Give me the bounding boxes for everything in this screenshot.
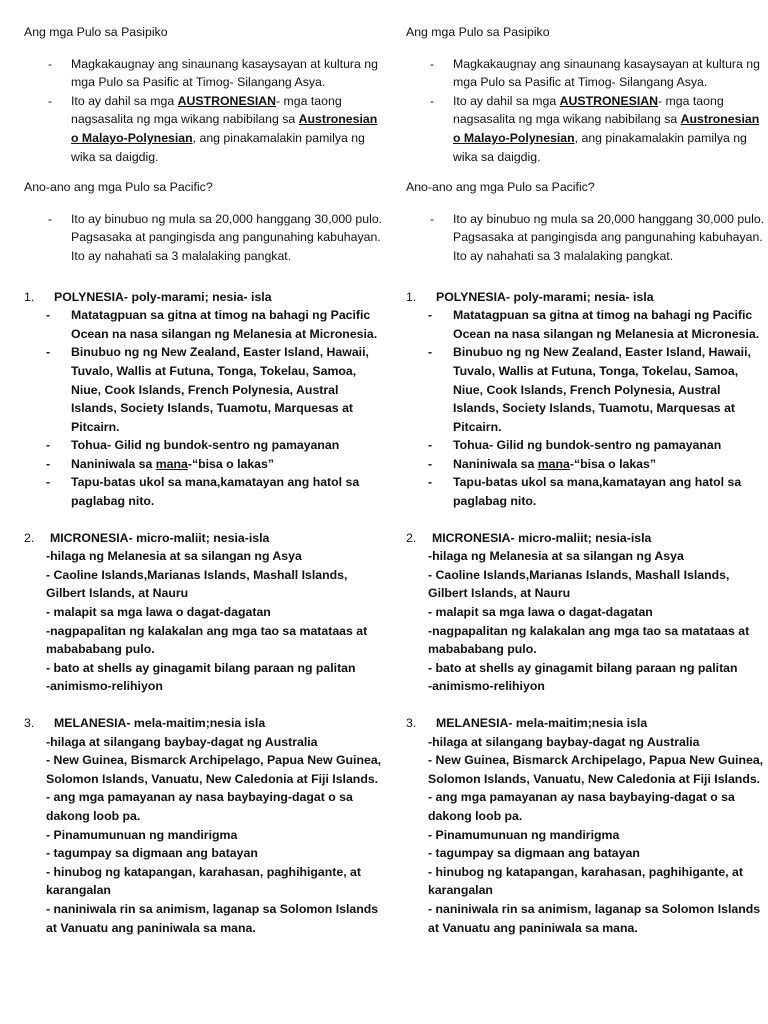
body-line: - tagumpay sa digmaan ang batayan — [46, 846, 258, 861]
dash-icon: - — [428, 475, 433, 490]
list-item: - Ito ay binubuo ng mula sa 20,000 hanggang 30,000 pulo. Pagsasaka at pangingisda ang pangunahing kabuhayan. Ito ay nahahati sa 3 malalaking pangkat. — [430, 211, 765, 263]
list-item: - Ito ay dahil sa mga AUSTRONESIAN- mga taong nagsasalita ng mga wikang nabibilang sa Austronesian o Malayo-Polynesian, ang pinakamalakin pamilya ng wika sa daigdig. — [48, 93, 378, 164]
dash-icon: - — [46, 456, 51, 471]
dash-icon: - — [430, 93, 435, 108]
body-line: -hilaga at silangang baybay-dagat ng Australia — [46, 734, 318, 749]
intro-list — [406, 55, 766, 167]
polynesia-list — [24, 306, 384, 511]
list-item: - Binubuo ng ng New Zealand, Easter Island, Hawaii, Tuvalo, Wallis at Futuna, Tonga, Tokelau, Samoa, Niue, Cook Islands, French Polynesia, Austral Islands, Society Islands, Tuamotu, Marquesas at Pitcairn. — [428, 345, 751, 434]
right-column — [406, 23, 766, 937]
list-item: - Matatagpuan sa gitna at timog na bahagi ng Pacific Ocean na nasa silangan ng Melanesia at Micronesia. — [428, 308, 760, 341]
body-line: - New Guinea, Bismarck Archipelago, Papua New Guinea, Solomon Islands, Vanuatu, New Caledonia at Fiji Islands. — [428, 753, 764, 786]
section-heading: MELANESIA- mela-maitim;nesia isla — [436, 716, 648, 730]
list-item: - Binubuo ng ng New Zealand, Easter Island, Hawaii, Tuvalo, Wallis at Futuna, Tonga, Tokelau, Samoa, Niue, Cook Islands, French Polynesia, Austral Islands, Society Islands, Tuamotu, Marquesas at Pitcairn. — [46, 345, 369, 434]
polynesia-section: 1. POLYNESIA- poly-marami; nesia- isla - Matatagpuan sa gitna at timog na bahagi ng Pacific Ocean na nasa silangan ng Melanesia at Micronesia. - Binubuo ng ng New Zealand, Easter Island, Hawaii, Tuvalo, Wallis at Futuna, Tonga, Tokelau, Samoa, Niue, Cook Islands, French Polynesia, Austral Islands, Society Islands, Tuamotu, Marquesas at Pitcairn. - Tohua- Gilid ng bundok-sentro ng pamayanan - Naniniwala sa mana-“bisa o lakas” - Tapu-batas ukol sa mana,kamatayan ang hatol sa paglabag nito. — [406, 288, 766, 511]
dash-icon: - — [46, 438, 51, 453]
body-line: -animismo-relihiyon — [46, 679, 163, 694]
body-line: - tagumpay sa digmaan ang batayan — [428, 846, 640, 861]
dash-icon: - — [46, 345, 51, 360]
dash-icon: - — [430, 211, 435, 226]
dash-icon: - — [428, 456, 433, 471]
section-heading: MICRONESIA- micro-maliit; nesia-isla — [50, 530, 270, 545]
body-line: -hilaga ng Melanesia at sa silangan ng Asya — [46, 549, 302, 564]
body-line: -hilaga at silangang baybay-dagat ng Australia — [428, 734, 700, 749]
polynesia-section: 1. POLYNESIA- poly-marami; nesia- isla - Matatagpuan sa gitna at timog na bahagi ng Pacific Ocean na nasa silangan ng Melanesia at Micronesia. - Binubuo ng ng New Zealand, Easter Island, Hawaii, Tuvalo, Wallis at Futuna, Tonga, Tokelau, Samoa, Niue, Cook Islands, French Polynesia, Austral Islands, Society Islands, Tuamotu, Marquesas at Pitcairn. - Tohua- Gilid ng bundok-sentro ng pamayanan - Naniniwala sa mana-“bisa o lakas” - Tapu-batas ukol sa mana,kamatayan ang hatol sa paglabag nito. — [24, 288, 384, 511]
body-line: - malapit sa mga lawa o dagat-dagatan — [46, 605, 271, 620]
body-line: -nagpapalitan ng kalakalan ang mga tao sa matataas at mabababang pulo. — [428, 623, 750, 657]
page-title: Ang mga Pulo sa Pasipiko — [406, 25, 550, 39]
section-heading: MICRONESIA- micro-maliit; nesia-isla — [432, 530, 652, 545]
section-question: Ano-ano ang mga Pulo sa Pacific? — [24, 180, 213, 195]
section-heading: POLYNESIA- poly-marami; nesia- isla — [436, 289, 654, 304]
micronesia-body — [406, 547, 766, 696]
body-line: - ang mga pamayanan ay nasa baybaying-dagat o sa dakong loob pa. — [428, 790, 735, 823]
micronesia-section: 2. MICRONESIA- micro-maliit; nesia-isla -hilaga ng Melanesia at sa silangan ng Asya - Caoline Islands,Marianas Islands, Mashall Islands, Gilbert Islands, at Nauru - malapit sa mga lawa o dagat-dagatan -nagpapalitan ng kalakalan ang mga tao sa matataas at mabababang pulo. - bato at shells ay ginagamit bilang paraan ng palitan -animismo-relihiyon — [406, 529, 766, 696]
answer-list — [406, 210, 766, 266]
body-line: -hilaga ng Melanesia at sa silangan ng Asya — [428, 549, 684, 564]
melanesia-section: 3. MELANESIA- mela-maitim;nesia isla -hilaga at silangang baybay-dagat ng Australia - New Guinea, Bismarck Archipelago, Papua New Guinea, Solomon Islands, Vanuatu, New Caledonia at Fiji Islands. - ang mga pamayanan ay nasa baybaying-dagat o sa dakong loob pa. - Pinamumunuan ng mandirigma - tagumpay sa digmaan ang batayan - hinubog ng katapangan, karahasan, paghihigante, at karangalan - naniniwala rin sa animism, laganap sa Solomon Islands at Vanuatu ang paniniwala sa mana. — [406, 714, 766, 937]
left-column — [24, 23, 384, 937]
dash-icon: - — [48, 56, 53, 71]
list-item: - Tapu-batas ukol sa mana,kamatayan ang hatol sa paglabag nito. — [46, 475, 360, 509]
answer-list — [24, 210, 384, 266]
body-line: -animismo-relihiyon — [428, 679, 545, 694]
list-item: - Magkakaugnay ang sinaunang kasaysayan at kultura ng mga Pulo sa Pasific at Timog- Silangang Asya. — [430, 56, 760, 90]
body-line: - hinubog ng katapangan, karahasan, paghihigante, at karangalan — [428, 864, 743, 898]
list-item: - Ito ay binubuo ng mula sa 20,000 hanggang 30,000 pulo. Pagsasaka at pangingisda ang pangunahing kabuhayan. Ito ay nahahati sa 3 malalaking pangkat. — [48, 211, 383, 263]
melanesia-body — [406, 733, 766, 938]
dash-icon: - — [428, 345, 433, 360]
body-line: - Caoline Islands,Marianas Islands, Mashall Islands, Gilbert Islands, at Nauru — [46, 567, 348, 601]
body-line: - Pinamumunuan ng mandirigma — [46, 827, 238, 842]
list-item: - Tapu-batas ukol sa mana,kamatayan ang hatol sa paglabag nito. — [428, 475, 742, 509]
body-line: - bato at shells ay ginagamit bilang paraan ng palitan — [428, 660, 738, 675]
body-line: - ang mga pamayanan ay nasa baybaying-dagat o sa dakong loob pa. — [46, 790, 353, 823]
dash-icon: - — [48, 211, 53, 226]
melanesia-section: 3. MELANESIA- mela-maitim;nesia isla -hilaga at silangang baybay-dagat ng Australia - New Guinea, Bismarck Archipelago, Papua New Guinea, Solomon Islands, Vanuatu, New Caledonia at Fiji Islands. - ang mga pamayanan ay nasa baybaying-dagat o sa dakong loob pa. - Pinamumunuan ng mandirigma - tagumpay sa digmaan ang batayan - hinubog ng katapangan, karahasan, paghihigante, at karangalan - naniniwala rin sa animism, laganap sa Solomon Islands at Vanuatu ang paniniwala sa mana. — [24, 714, 384, 937]
section-heading: MELANESIA- mela-maitim;nesia isla — [54, 716, 266, 730]
body-line: -nagpapalitan ng kalakalan ang mga tao sa matataas at mabababang pulo. — [46, 623, 368, 657]
dash-icon: - — [46, 308, 51, 323]
list-item: - Magkakaugnay ang sinaunang kasaysayan at kultura ng mga Pulo sa Pasific at Timog- Silangang Asya. — [48, 56, 378, 90]
dash-icon: - — [428, 308, 433, 323]
dash-icon: - — [428, 438, 433, 453]
body-line: - bato at shells ay ginagamit bilang paraan ng palitan — [46, 660, 356, 675]
micronesia-section: 2. MICRONESIA- micro-maliit; nesia-isla -hilaga ng Melanesia at sa silangan ng Asya - Caoline Islands,Marianas Islands, Mashall Islands, Gilbert Islands, at Nauru - malapit sa mga lawa o dagat-dagatan -nagpapalitan ng kalakalan ang mga tao sa matataas at mabababang pulo. - bato at shells ay ginagamit bilang paraan ng palitan -animismo-relihiyon — [24, 529, 384, 696]
dash-icon: - — [430, 56, 435, 71]
body-line: - malapit sa mga lawa o dagat-dagatan — [428, 605, 653, 620]
body-line: - naniniwala rin sa animism, laganap sa Solomon Islands at Vanuatu ang paniniwala sa mana. — [46, 901, 379, 935]
list-item: - Tohua- Gilid ng bundok-sentro ng pamayanan — [406, 436, 766, 455]
page-title: Ang mga Pulo sa Pasipiko — [24, 25, 168, 39]
section-question: Ano-ano ang mga Pulo sa Pacific? — [406, 180, 595, 195]
body-line: - Caoline Islands,Marianas Islands, Mashall Islands, Gilbert Islands, at Nauru — [428, 567, 730, 601]
body-line: - Pinamumunuan ng mandirigma — [428, 827, 620, 842]
body-line: - New Guinea, Bismarck Archipelago, Papua New Guinea, Solomon Islands, Vanuatu, New Caledonia at Fiji Islands. — [46, 753, 382, 786]
melanesia-body — [24, 733, 384, 938]
list-item: - Naniniwala sa mana-“bisa o lakas” — [406, 455, 766, 474]
section-heading: POLYNESIA- poly-marami; nesia- isla — [54, 289, 272, 304]
dash-icon: - — [46, 475, 51, 490]
dash-icon: - — [48, 93, 53, 108]
intro-list — [24, 55, 384, 167]
micronesia-body — [24, 547, 384, 696]
list-item: - Tohua- Gilid ng bundok-sentro ng pamayanan — [24, 436, 384, 455]
list-item: - Matatagpuan sa gitna at timog na bahagi ng Pacific Ocean na nasa silangan ng Melanesia at Micronesia. — [46, 308, 378, 341]
polynesia-list — [406, 306, 766, 511]
body-line: - hinubog ng katapangan, karahasan, paghihigante, at karangalan — [46, 864, 361, 898]
list-item: - Ito ay dahil sa mga AUSTRONESIAN- mga taong nagsasalita ng mga wikang nabibilang sa Austronesian o Malayo-Polynesian, ang pinakamalakin pamilya ng wika sa daigdig. — [430, 93, 760, 164]
list-item: - Naniniwala sa mana-“bisa o lakas” — [24, 455, 384, 474]
body-line: - naniniwala rin sa animism, laganap sa Solomon Islands at Vanuatu ang paniniwala sa mana. — [428, 901, 761, 935]
